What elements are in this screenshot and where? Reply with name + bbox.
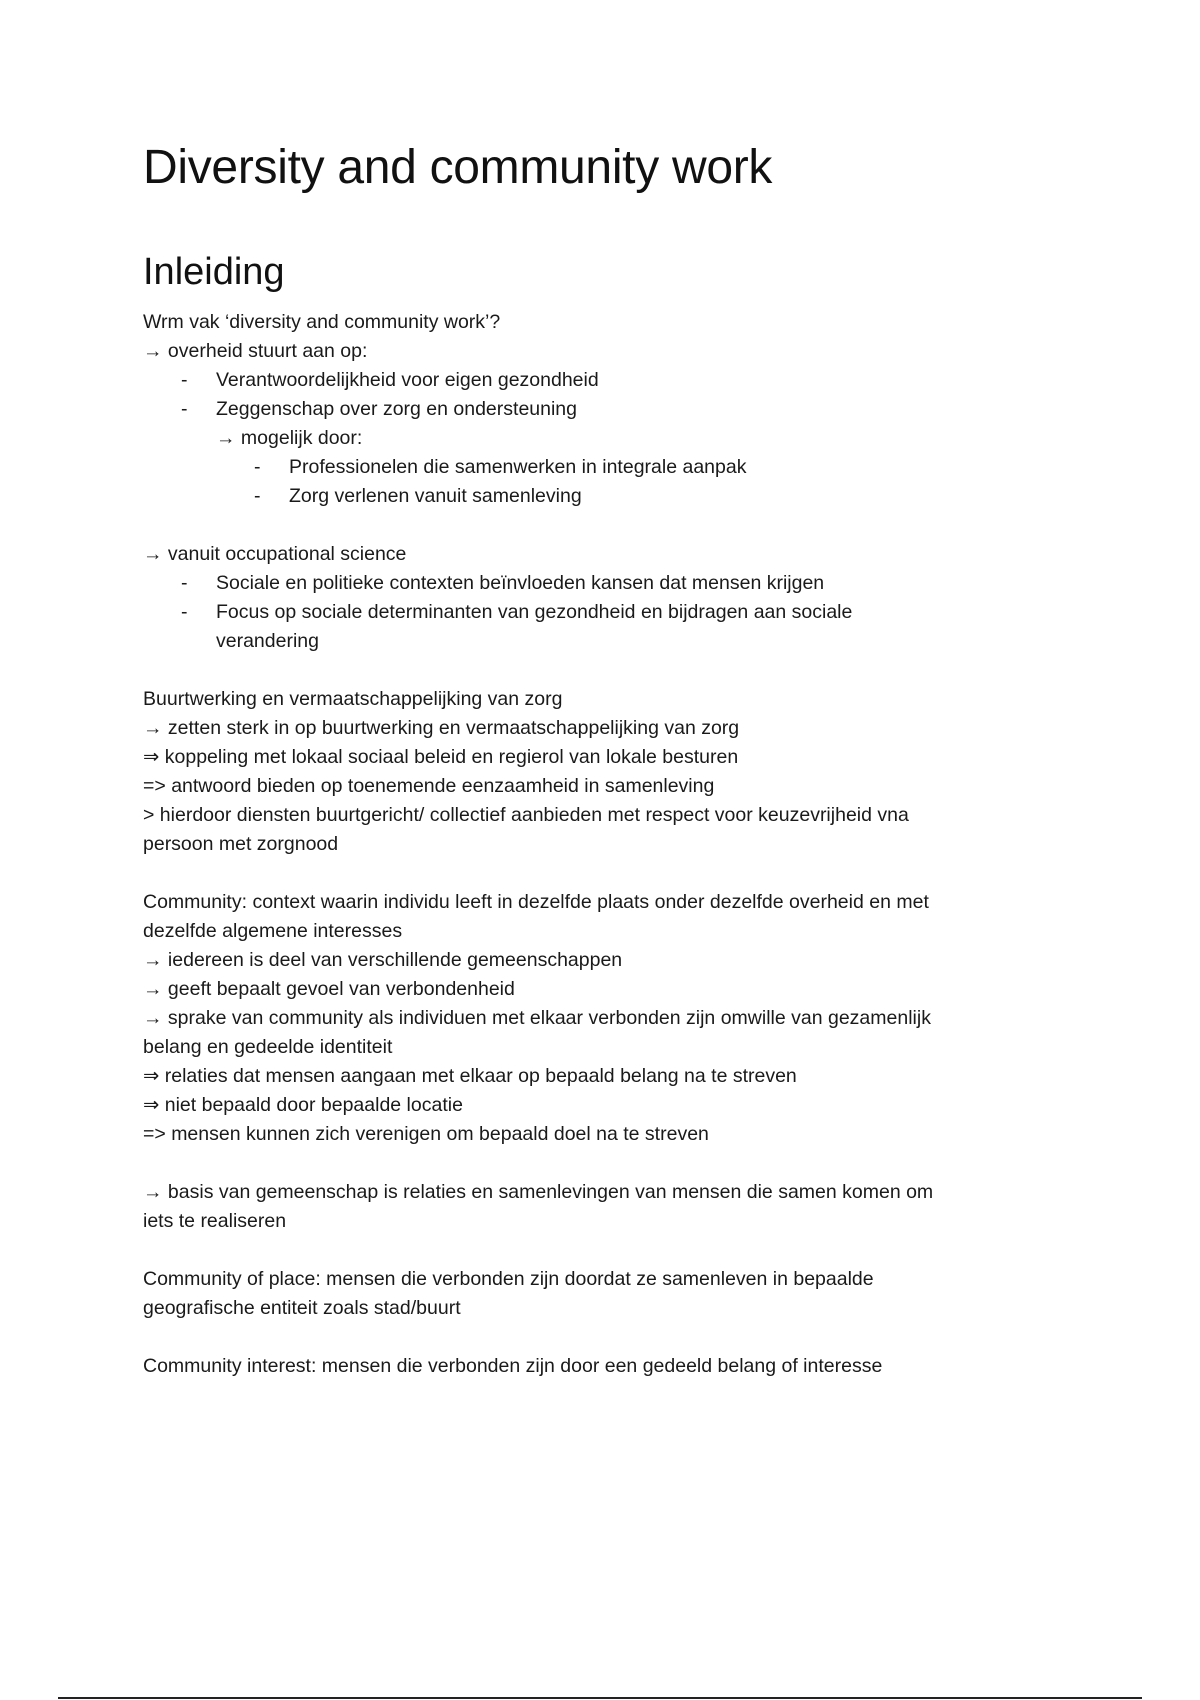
text-line: dezelfde algemene interesses	[143, 920, 403, 942]
paragraph-gap	[143, 1149, 1063, 1178]
text-line: → vanuit occupational science	[143, 543, 407, 565]
text-line: geografische entiteit zoals stad/buurt	[143, 1297, 461, 1319]
text-line: ⇒ niet bepaald door bepaalde locatie	[143, 1094, 463, 1116]
bullet-text: Zeggenschap over zorg en ondersteuning	[216, 398, 577, 420]
bullet-item	[143, 482, 1063, 511]
text-line: → sprake van community als individuen met elkaar verbonden zijn omwille van gezamenlijk	[143, 1007, 931, 1029]
bullet-text: Sociale en politieke contexten beïnvloeden kansen dat mensen krijgen	[216, 572, 825, 594]
bullet-item	[143, 598, 1063, 627]
text-line: → iedereen is deel van verschillende gemeenschappen	[143, 949, 623, 971]
bullet-item	[143, 395, 1063, 424]
text-line: → basis van gemeenschap is relaties en samenlevingen van mensen die samen komen om	[143, 1181, 934, 1203]
bullet-text: Professionelen die samenwerken in integrale aanpak	[289, 456, 747, 478]
text-line: ⇒ relaties dat mensen aangaan met elkaar op bepaald belang na te streven	[143, 1065, 797, 1087]
text-line: Community of place: mensen die verbonden zijn doordat ze samenleven in bepaalde	[143, 1268, 874, 1290]
text-line: ⇒ koppeling met lokaal sociaal beleid en regierol van lokale besturen	[143, 746, 739, 768]
bullet-text: verandering	[216, 630, 319, 652]
paragraph-gap	[143, 1323, 1063, 1352]
text-line: persoon met zorgnood	[143, 833, 339, 855]
bullet-dash: -	[181, 398, 188, 420]
document-title: Diversity and community work	[143, 141, 773, 194]
document-page	[143, 138, 1063, 1381]
text-line	[143, 424, 1063, 453]
bullet-item	[143, 453, 1063, 482]
bullet-text: Verantwoordelijkheid voor eigen gezondheid	[216, 369, 599, 391]
bullet-dash: -	[254, 456, 261, 478]
bullet-item	[143, 569, 1063, 598]
text-line: iets te realiseren	[143, 1210, 287, 1232]
page-bottom-rule	[58, 1697, 1142, 1699]
section-heading: Inleiding	[143, 251, 285, 293]
bullet-text: Focus op sociale determinanten van gezondheid en bijdragen aan sociale	[216, 601, 853, 623]
text-line: > hierdoor diensten buurtgericht/ collectief aanbieden met respect voor keuzevrijheid vna	[143, 804, 909, 826]
bullet-dash: -	[254, 485, 261, 507]
bullet-continuation	[143, 627, 1063, 656]
text-line: → overheid stuurt aan op:	[143, 340, 368, 362]
text-line: Buurtwerking en vermaatschappelijking van zorg	[143, 688, 563, 710]
bullet-dash: -	[181, 572, 188, 594]
bullet-dash: -	[181, 601, 188, 623]
bullet-dash: -	[181, 369, 188, 391]
text-line: → geeft bepaalt gevoel van verbondenheid	[143, 978, 515, 1000]
paragraph-gap	[143, 859, 1063, 888]
text-line: Wrm vak ‘diversity and community work’?	[143, 311, 501, 333]
bullet-text: Zorg verlenen vanuit samenleving	[289, 485, 582, 507]
paragraph-gap	[143, 511, 1063, 540]
paragraph-gap	[143, 656, 1063, 685]
text-line: → zetten sterk in op buurtwerking en vermaatschappelijking van zorg	[143, 717, 740, 739]
sub-arrow-text: → mogelijk door:	[216, 427, 363, 449]
bullet-item	[143, 366, 1063, 395]
text-line: => antwoord bieden op toenemende eenzaamheid in samenleving	[143, 775, 715, 797]
text-line: Community: context waarin individu leeft in dezelfde plaats onder dezelfde overheid en met	[143, 891, 929, 913]
text-line: Community interest: mensen die verbonden zijn door een gedeeld belang of interesse	[143, 1355, 883, 1377]
paragraph-gap	[143, 1236, 1063, 1265]
text-line: => mensen kunnen zich verenigen om bepaald doel na te streven	[143, 1123, 709, 1145]
text-line: belang en gedeelde identiteit	[143, 1036, 393, 1058]
